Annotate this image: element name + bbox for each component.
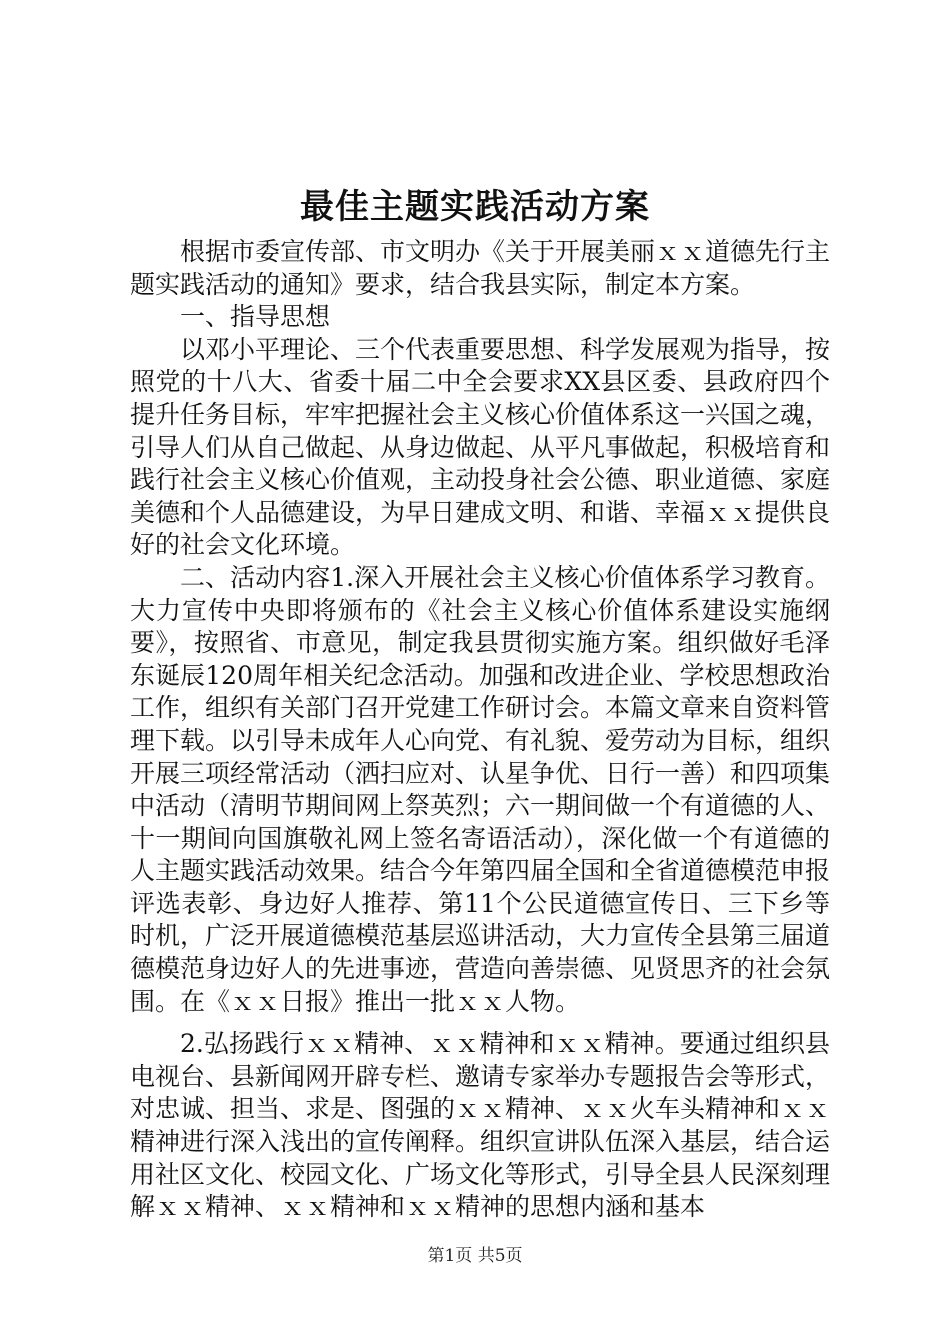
guiding-thought-paragraph: 以邓小平理论、三个代表重要思想、科学发展观为指导，按照党的十八大、省委十届二中全会要求XX县区委、县政府四个提升任务目标，牢牢把握社会主义核心价值体系这一兴国之魂，引导人们从自己做起、从身边做起、从平凡事做起，积极培育和践行社会主义核心价值观，主动投身社会公德、职业道德、家庭美德和个人品德建设，为早日建成文明、和谐、幸福ｘｘ提供良好的社会文化环境。 bbox=[130, 334, 831, 560]
section-heading-guiding-thought: 一、指导思想 bbox=[180, 302, 331, 332]
activity-content-paragraph: 二、活动内容1.深入开展社会主义核心价值体系学习教育。大力宣传中央即将颁布的《社会主义核心价值体系建设实施纲要》，按照省、市意见，制定我县贯彻实施方案。组织做好毛泽东诞辰120周年相关纪念活动。加强和改进企业、学校思想政治工作，组织有关部门召开党建工作研讨会。本篇文章来自资料管理下载。以引导未成年人心向党、有礼貌、爱劳动为目标，组织开展三项经常活动（洒扫应对、认星争优、日行一善）和四项集中活动（清明节期间网上祭英烈；六一期间做一个有道德的人、十一期间向国旗敬礼网上签名寄语活动），深化做一个有道德的人主题实践活动效果。结合今年第四届全国和全省道德模范申报评选表彰、身边好人推荐、第11个公民道德宣传日、三下乡等时机，广泛开展道德模范基层巡讲活动，大力宣传全县第三届道德模范身边好人的先进事迹，营造向善崇德、见贤思齐的社会氛围。在《ｘｘ日报》推出一批ｘｘ人物。 bbox=[130, 562, 831, 1016]
page-number-footer: 第1页 共5页 bbox=[427, 1246, 523, 1266]
document-title: 最佳主题实践活动方案 bbox=[300, 187, 650, 227]
document-body bbox=[130, 236, 830, 1224]
spirit-promotion-paragraph: 2.弘扬践行ｘｘ精神、ｘｘ精神和ｘｘ精神。要通过组织县电视台、县新闻网开辟专栏、邀请专家举办专题报告会等形式，对忠诚、担当、求是、图强的ｘｘ精神、ｘｘ火车头精神和ｘｘ精神进行深入浅出的宣传阐释。组织宣讲队伍深入基层，结合运用社区文化、校园文化、广场文化等形式，引导全县人民深刻理解ｘｘ精神、ｘｘ精神和ｘｘ精神的思想内涵和基本 bbox=[130, 1029, 831, 1222]
intro-paragraph: 根据市委宣传部、市文明办《关于开展美丽ｘｘ道德先行主题实践活动的通知》要求，结合我县实际，制定本方案。 bbox=[130, 237, 831, 299]
